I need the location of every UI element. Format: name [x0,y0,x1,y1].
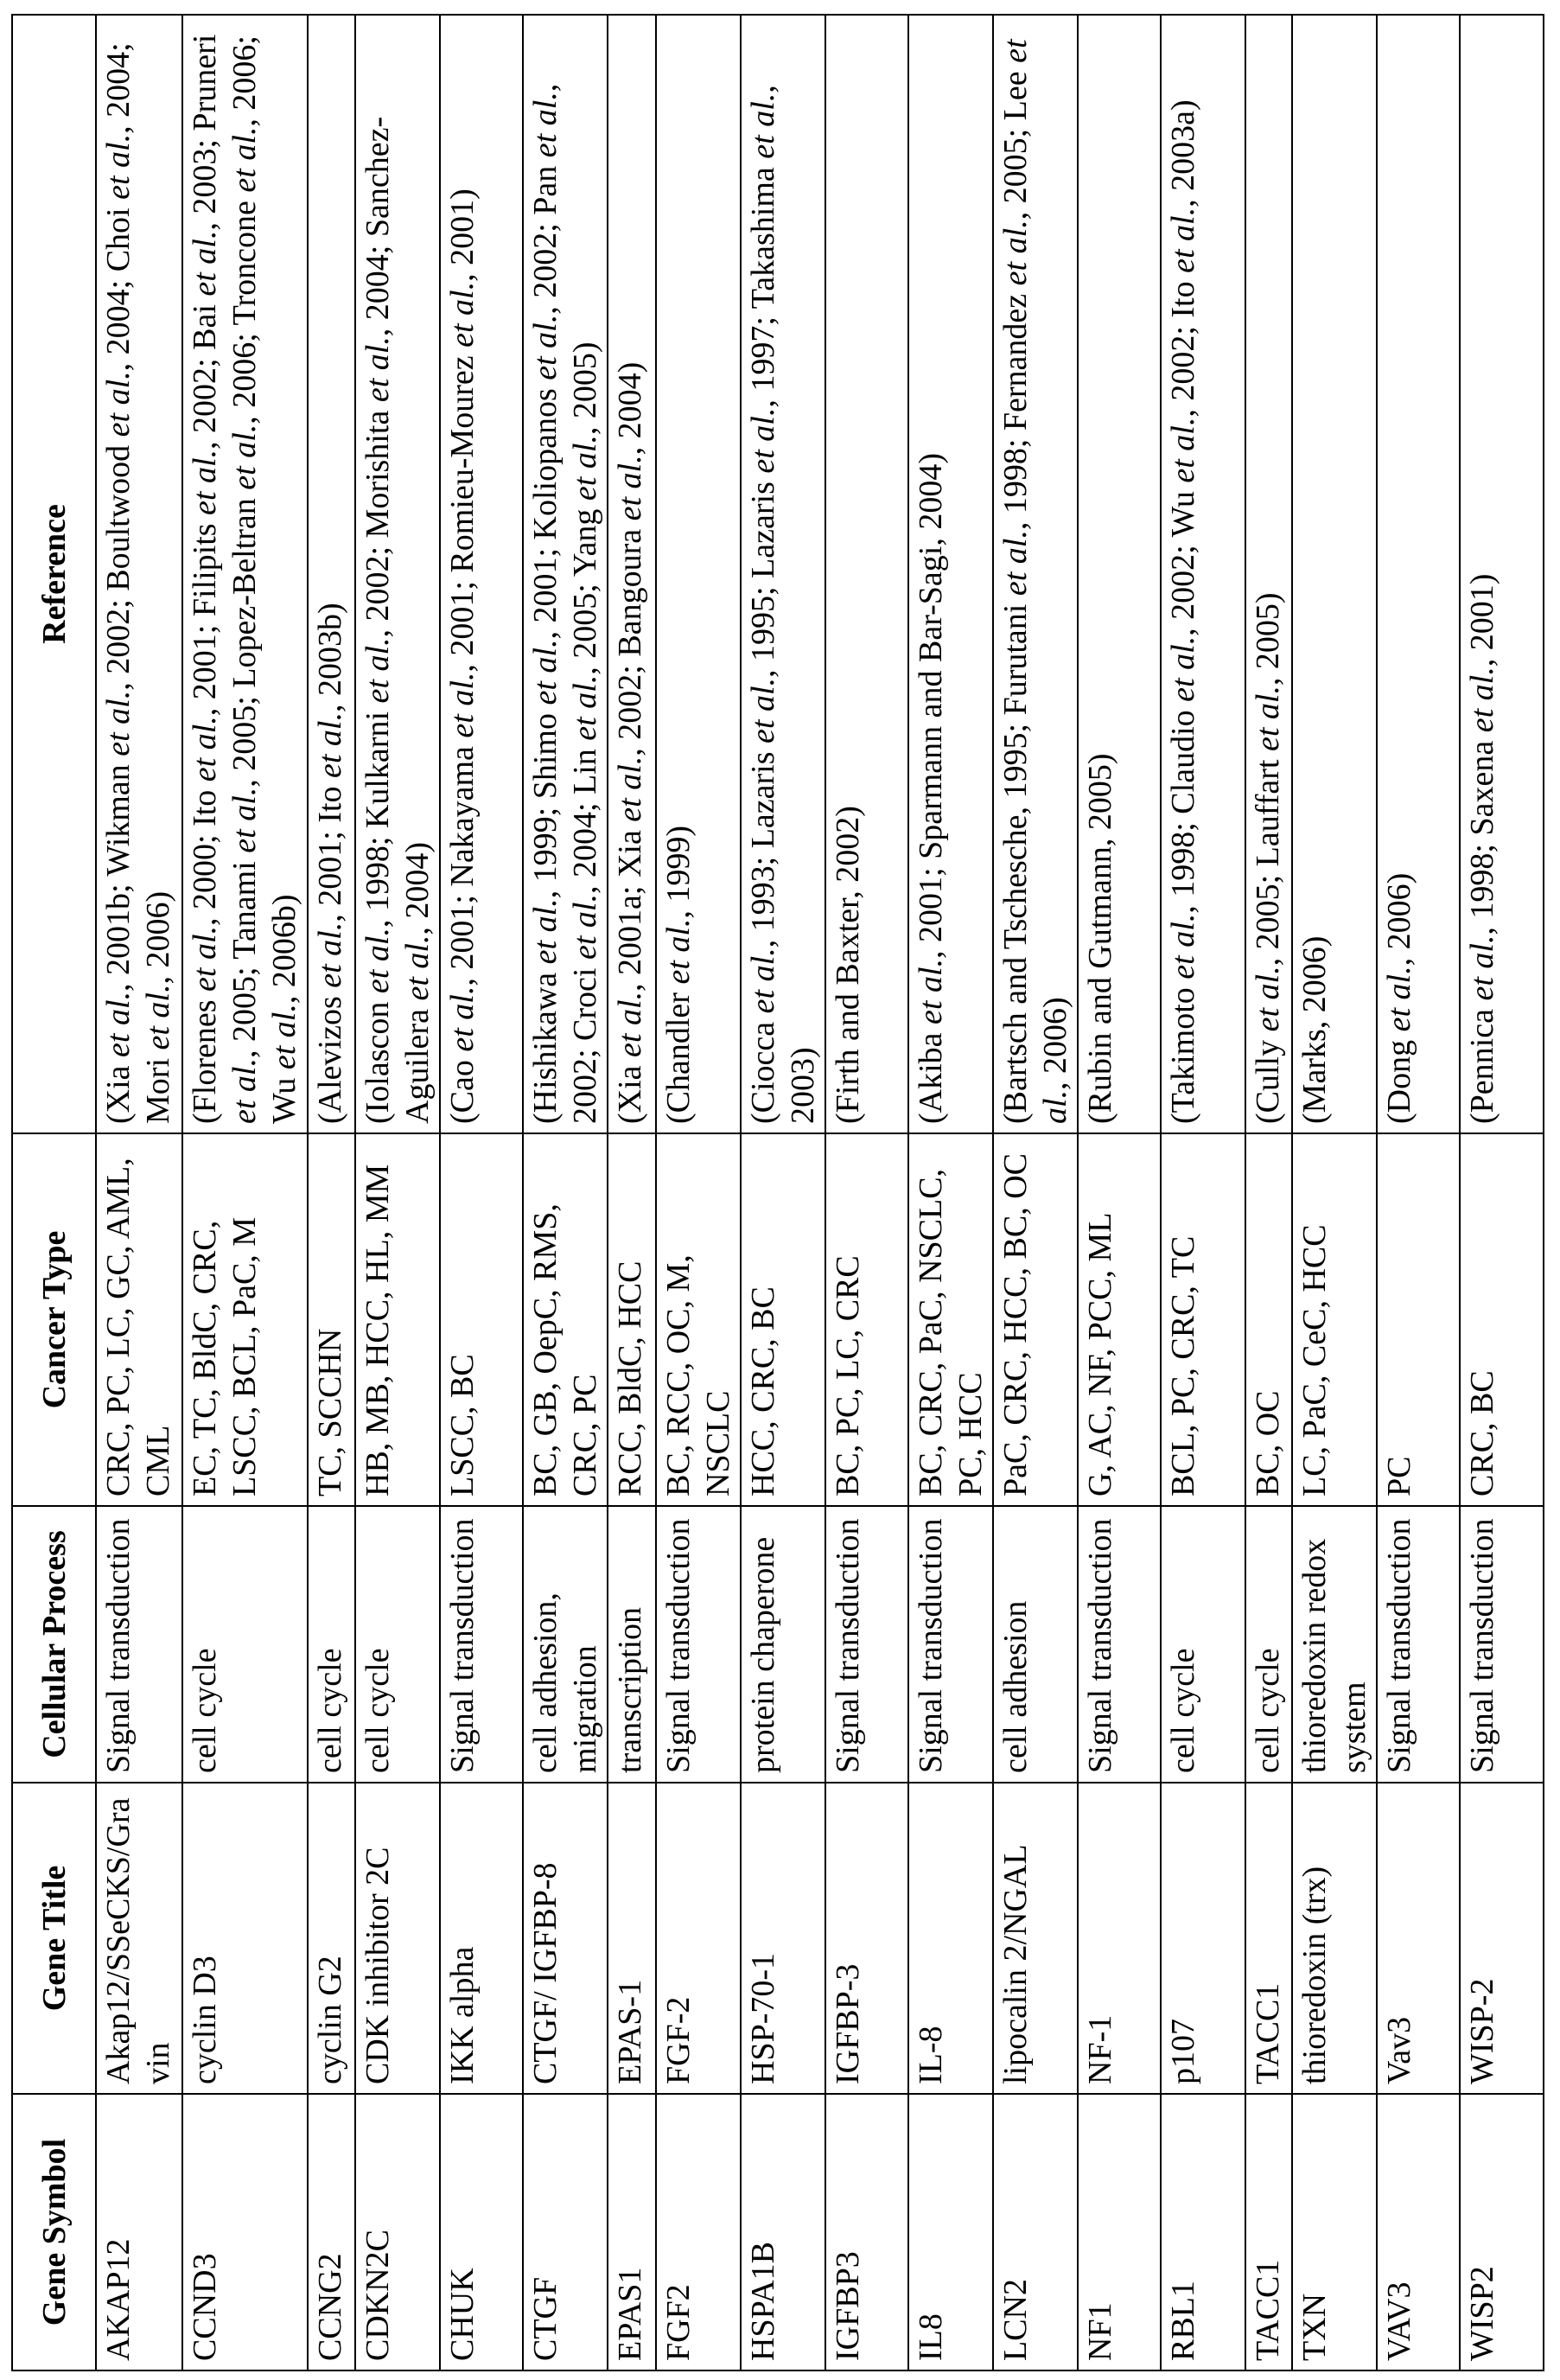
reference-cell: (Pennica et al., 1998; Saxena et al., 2001) [1460,15,1544,1133]
gene-title-cell: WISP-2 [1460,1783,1544,2094]
gene-symbol-cell: HSPA1B [741,2094,825,2370]
cellular-process-cell: Signal transduction [96,1506,182,1783]
reference-cell: (Ciocca et al., 1993; Lazaris et al., 1995; Lazaris et al., 1997; Takashima et al., 2003) [741,15,825,1133]
table-row [608,15,656,2370]
cellular-process-cell: Signal transduction [440,1506,523,1783]
cellular-process-cell: cell cycle [1161,1506,1245,1783]
gene-title-cell: FGF-2 [656,1783,741,2094]
cancer-type-cell: G, AC, NF, PCC, ML [1078,1133,1161,1506]
gene-symbol-cell: TACC1 [1245,2094,1292,2370]
gene-symbol-cell: CDKN2C [355,2094,440,2370]
cancer-type-cell: RCC, BldC, HCC [608,1133,656,1506]
gene-title-cell: Akap12/SSeCKS/Gravin [96,1783,182,2094]
gene-symbol-cell: VAV3 [1377,2094,1460,2370]
cancer-type-cell: BC, RCC, OC, M, NSCLC [656,1133,741,1506]
cellular-process-cell: Signal transduction [1460,1506,1544,1783]
cancer-type-cell: BCL, PC, CRC, TC [1161,1133,1245,1506]
table-row [1460,15,1544,2370]
reference-cell: (Akiba et al., 2001; Sparmann and Bar-Sagi, 2004) [908,15,993,1133]
cellular-process-cell: cell adhesion, migration [523,1506,608,1783]
gene-title-cell: cyclin G2 [308,1783,355,2094]
table-row [656,15,741,2370]
cancer-type-cell: HCC, CRC, BC [741,1133,825,1506]
table-row [1377,15,1460,2370]
cellular-process-cell: cell cycle [1245,1506,1292,1783]
reference-cell: (Bartsch and Tschesche, 1995; Furutani et al., 1998; Fernandez et al., 2005; Lee et al., 2006) [993,15,1078,1133]
header-gene-title: Gene Title [12,1783,96,2094]
reference-cell: (Xia et al., 2001a; Xia et al., 2002; Bangoura et al., 2004) [608,15,656,1133]
table-row [908,15,993,2370]
cancer-type-cell: BC, OC [1245,1133,1292,1506]
cellular-process-cell: cell cycle [355,1506,440,1783]
reference-cell: (Cully et al., 2005; Lauffart et al., 2005) [1245,15,1292,1133]
reference-cell: (Rubin and Gutmann, 2005) [1078,15,1161,1133]
reference-cell: (Firth and Baxter, 2002) [825,15,908,1133]
cellular-process-cell: Signal transduction [1377,1506,1460,1783]
cancer-type-cell: HB, MB, HCC, HL, MM [355,1133,440,1506]
reference-cell: (Florenes et al., 2000; Ito et al., 2001; Filipits et al., 2002; Bai et al., 2003; Pruneri et al., 2005; Tanami et al., 2005; Lopez-Beltran et al., 2006; Troncone et al., 2006; Wu et al., 2006b) [182,15,308,1133]
reference-cell: (Alevizos et al., 2001; Ito et al., 2003b) [308,15,355,1133]
gene-symbol-cell: RBL1 [1161,2094,1245,2370]
cellular-process-cell: transcription [608,1506,656,1783]
table-row [1292,15,1377,2370]
gene-title-cell: IL-8 [908,1783,993,2094]
reference-cell: (Hishikawa et al., 1999; Shimo et al., 2001; Koliopanos et al., 2002; Pan et al., 2002; Croci et al., 2004; Lin et al., 2005; Yang et al., 2005) [523,15,608,1133]
cancer-type-cell: PC [1377,1133,1460,1506]
cancer-type-cell: CRC, BC [1460,1133,1544,1506]
gene-title-cell: TACC1 [1245,1783,1292,2094]
cellular-process-cell: protein chaperone [741,1506,825,1783]
reference-cell: (Iolascon et al., 1998; Kulkarni et al., 2002; Morishita et al., 2004; Sanchez-Aguilera et al., 2004) [355,15,440,1133]
header-cellular-process: Cellular Process [12,1506,96,1783]
gene-symbol-cell: WISP2 [1460,2094,1544,2370]
reference-cell: (Chandler et al., 1999) [656,15,741,1133]
table-row [440,15,523,2370]
table-row [993,15,1078,2370]
gene-title-cell: NF-1 [1078,1783,1161,2094]
gene-title-cell: Vav3 [1377,1783,1460,2094]
gene-symbol-cell: EPAS1 [608,2094,656,2370]
header-reference: Reference [12,15,96,1133]
rotated-page [0,0,1560,2380]
table-row [825,15,908,2370]
table-row [96,15,182,2370]
cellular-process-cell: Signal transduction [1078,1506,1161,1783]
gene-title-cell: thioredoxin (trx) [1292,1783,1377,2094]
reference-cell: (Cao et al., 2001; Nakayama et al., 2001; Romieu-Mourez et al., 2001) [440,15,523,1133]
gene-title-cell: CTGF/ IGFBP-8 [523,1783,608,2094]
cancer-type-cell: LC, PaC, CeC, HCC [1292,1133,1377,1506]
reference-cell: (Takimoto et al., 1998; Claudio et al., 2002; Wu et al., 2002; Ito et al., 2003a) [1161,15,1245,1133]
cellular-process-cell: Signal transduction [656,1506,741,1783]
gene-title-cell: lipocalin 2/NGAL [993,1783,1078,2094]
cancer-type-cell: TC, SCCHN [308,1133,355,1506]
table-row [741,15,825,2370]
cancer-type-cell: LSCC, BC [440,1133,523,1506]
gene-title-cell: EPAS-1 [608,1783,656,2094]
gene-symbol-cell: LCN2 [993,2094,1078,2370]
gene-symbol-cell: CHUK [440,2094,523,2370]
gene-title-cell: IGFBP-3 [825,1783,908,2094]
gene-symbol-cell: FGF2 [656,2094,741,2370]
gene-title-cell: IKK alpha [440,1783,523,2094]
gene-symbol-cell: IGFBP3 [825,2094,908,2370]
table-row [1161,15,1245,2370]
gene-symbol-cell: IL8 [908,2094,993,2370]
cancer-type-cell: PaC, CRC, HCC, BC, OC [993,1133,1078,1506]
table-row [308,15,355,2370]
table-body [96,15,1544,2370]
gene-symbol-cell: TXN [1292,2094,1377,2370]
cellular-process-cell: thioredoxin redox system [1292,1506,1377,1783]
cellular-process-cell: cell adhesion [993,1506,1078,1783]
cellular-process-cell: cell cycle [182,1506,308,1783]
header-cancer-type: Cancer Type [12,1133,96,1506]
table-row [182,15,308,2370]
table-row [1245,15,1292,2370]
cancer-type-cell: BC, GB, OepC, RMS, CRC, PC [523,1133,608,1506]
gene-symbol-cell: NF1 [1078,2094,1161,2370]
table-row [523,15,608,2370]
gene-symbol-cell: CCND3 [182,2094,308,2370]
gene-symbol-cell: CCNG2 [308,2094,355,2370]
gene-title-cell: p107 [1161,1783,1245,2094]
gene-title-cell: HSP-70-1 [741,1783,825,2094]
cellular-process-cell: cell cycle [308,1506,355,1783]
reference-cell: (Dong et al., 2006) [1377,15,1460,1133]
cancer-type-cell: BC, CRC, PaC, NSCLC, PC, HCC [908,1133,993,1506]
cellular-process-cell: Signal transduction [908,1506,993,1783]
table-row [355,15,440,2370]
gene-title-cell: CDK inhibitor 2C [355,1783,440,2094]
table-row [1078,15,1161,2370]
gene-title-cell: cyclin D3 [182,1783,308,2094]
gene-symbol-cell: AKAP12 [96,2094,182,2370]
cancer-type-cell: CRC, PC, LC, GC, AML, CML [96,1133,182,1506]
cancer-type-cell: EC, TC, BldC, CRC, LSCC, BCL, PaC, M [182,1133,308,1506]
header-gene-symbol: Gene Symbol [12,2094,96,2370]
cancer-type-cell: BC, PC, LC, CRC [825,1133,908,1506]
reference-cell: (Xia et al., 2001b; Wikman et al., 2002; Boultwood et al., 2004; Choi et al., 2004; Mori et al., 2006) [96,15,182,1133]
table-header-row [12,15,96,2370]
reference-cell: (Marks, 2006) [1292,15,1377,1133]
cellular-process-cell: Signal transduction [825,1506,908,1783]
gene-symbol-cell: CTGF [523,2094,608,2370]
gene-table [11,14,1544,2371]
